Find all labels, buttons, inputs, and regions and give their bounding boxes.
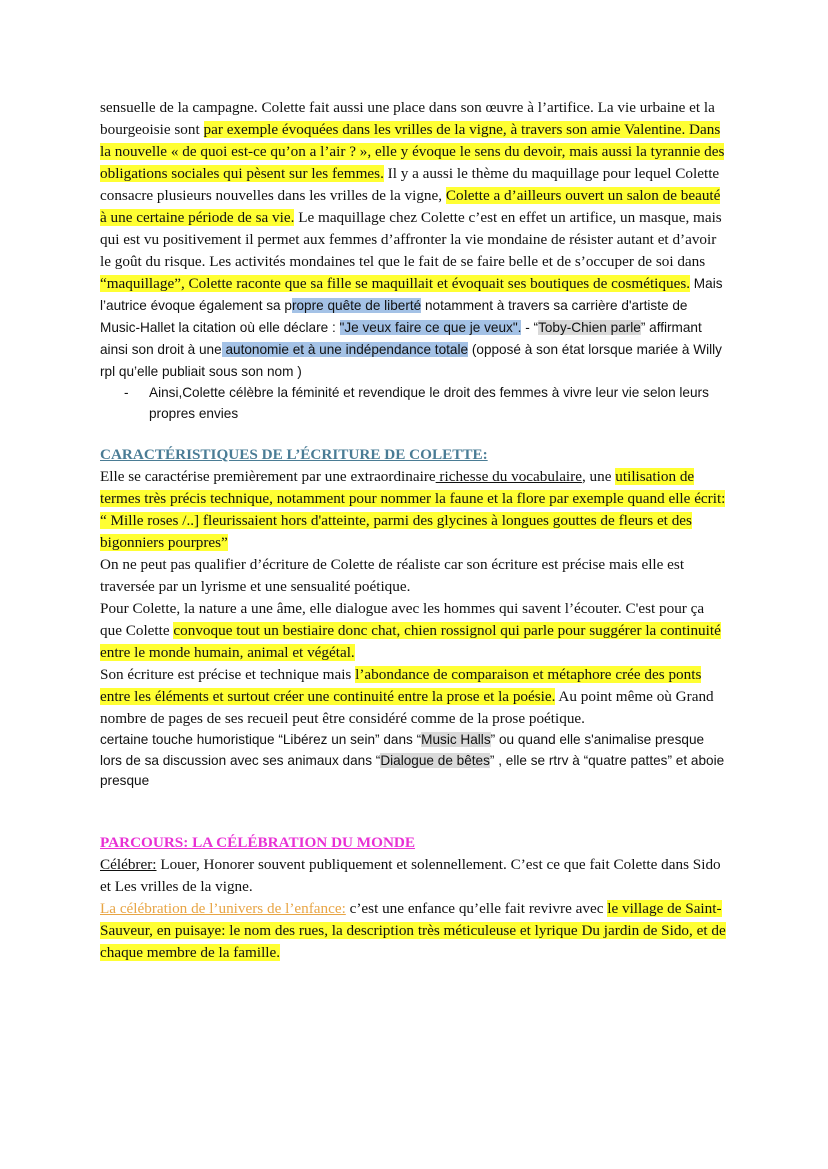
text-run: sensuelle de la campagne. Colette fait aussi une place dans son œuvre à l’artifice. La vie urbaine et la bourgeoisie sont bbox=[100, 99, 715, 138]
text-run: Pour Colette, la nature a une âme, elle dialogue avec les hommes qui savent l’écouter. C'est pour ça que Colette bbox=[100, 600, 705, 639]
highlight-yellow: par exemple évoquées dans les vrilles de la vigne, à travers son amie Valentine. Dans la nouvelle « de quoi est-ce qu’on a l’air ? », elle y évoque le sens du devoir, mais aussi la tyrannie des obligations sociales qui pèsent sur les femmes. bbox=[100, 121, 725, 182]
highlight-yellow: Colette a d’ailleurs ouvert un salon de beauté à une certaine période de sa vie. bbox=[100, 187, 721, 226]
paragraph-vocabulaire bbox=[100, 466, 728, 554]
highlight-blue: "Je veux faire ce que je veux". bbox=[339, 320, 522, 335]
highlight-grey: Toby-Chien parle bbox=[538, 320, 641, 335]
text-run: Son écriture est précise et technique mais bbox=[100, 666, 356, 683]
text-run: certaine touche humoristique “Libérez un sein” dans “ bbox=[100, 732, 422, 747]
highlight-yellow: l’abondance de comparaison et métaphore crée des ponts entre les éléments et surtout créer une continuité entre la prose et la poésie. bbox=[100, 666, 702, 705]
text-run: notamment à travers sa carrière d'artiste de Music-Hallet la citation où elle déclare : bbox=[100, 298, 688, 335]
text-run: Au point même où Grand nombre de pages de ses recueil peut être considéré comme de la prose poétique. bbox=[100, 688, 714, 727]
highlight-blue: ropre quête de liberté bbox=[291, 298, 422, 313]
spacer bbox=[100, 792, 728, 832]
paragraph-lyrisme: On ne peut pas qualifier d’écriture de Colette de réaliste car son écriture est précise mais elle est traversée par un lyrisme et une sensualité poétique. bbox=[100, 556, 685, 595]
text-run: - “ bbox=[521, 320, 539, 335]
paragraph-celebrer bbox=[100, 854, 728, 898]
paragraph-nature bbox=[100, 598, 728, 664]
paragraph-artifice bbox=[100, 97, 728, 383]
section-heading-parcours: PARCOURS: LA CÉLÉBRATION DU MONDE bbox=[100, 833, 416, 851]
text-run: c’est une enfance qu’elle fait revivre avec bbox=[345, 899, 608, 917]
spacer bbox=[100, 424, 728, 444]
bullet-dash: - bbox=[124, 385, 129, 400]
text-run: ” affirmant ainsi son droit à une bbox=[100, 320, 702, 357]
text-run: Le maquillage chez Colette c’est en effet un artifice, un masque, mais qui est vu positivement il permet aux femmes d’affronter la vie mondaine de résister autant et d’avoir le goût du risque. Les activités mondaines tel que le fait de se faire belle et de s’occuper de soi dans bbox=[100, 209, 722, 270]
highlight-yellow: le village de Saint-Sauveur, en puisaye: le nom des rues, la description très méticuleuse et lyrique Du jardin de Sido, et de chaque membre de la famille. bbox=[100, 899, 726, 961]
highlight-yellow: convoque tout un bestiaire donc chat, chien rossignol qui parle pour suggérer la continuité entre le monde humain, animal et végétal. bbox=[100, 622, 721, 661]
highlight-yellow: “maquillage”, Colette raconte que sa fille se maquillait et évoquait ses boutiques de cosmétiques. bbox=[100, 275, 691, 292]
highlight-yellow: utilisation de termes très précis technique, notamment pour nommer la faune et la flore par exemple quand elle écrit: “ Mille roses /..] fleurissaient hors d'atteinte, parmi des glycines à longues gouttes de fleurs et des bigonniers pourpres” bbox=[100, 468, 726, 551]
text-run: Mais l’autrice évoque également sa p bbox=[100, 276, 723, 313]
section-heading-ecriture: CARACTÉRISTIQUES DE L’ÉCRITURE DE COLETTE: bbox=[100, 446, 488, 463]
text-run: (opposé à son état lorsque mariée à Willy rpl qu’elle publiait sous son nom ) bbox=[100, 342, 722, 379]
paragraph-humour bbox=[100, 730, 728, 792]
text-run: Il y a aussi le thème du maquillage pour lequel Colette consacre plusieurs nouvelles dans les vrilles de la vigne, bbox=[100, 165, 720, 204]
text-run: Elle se caractérise premièrement par une extraordinaire bbox=[100, 468, 436, 485]
document-page bbox=[100, 97, 728, 964]
orange-underlined-text: La célébration de l’univers de l’enfance: bbox=[100, 899, 346, 917]
highlight-grey: Music Halls bbox=[421, 732, 491, 747]
paragraph-enfance bbox=[100, 898, 728, 964]
paragraph-metaphore bbox=[100, 664, 728, 730]
highlight-grey: Dialogue de bêtes bbox=[380, 752, 490, 768]
underlined-text: richesse du vocabulaire bbox=[435, 468, 582, 485]
bullet-text: Ainsi,Colette célèbre la féminité et revendique le droit des femmes à vivre leur vie selon leurs propres envies bbox=[149, 385, 709, 421]
text-run: ” , elle se rtrv à “quatre pattes” et aboie presque bbox=[100, 752, 725, 788]
underlined-text: Célébrer: bbox=[100, 855, 157, 873]
highlight-blue: autonomie et à une indépendance totale bbox=[221, 342, 469, 357]
text-run: , une bbox=[581, 468, 616, 485]
text-run: ” ou quand elle s'animalise presque lors de sa discussion avec ses animaux dans “ bbox=[100, 732, 705, 768]
bullet-item bbox=[100, 383, 728, 424]
text-run: Louer, Honorer souvent publiquement et solennellement. C’est ce que fait Colette dans Sido et Les vrilles de la vigne. bbox=[100, 855, 721, 895]
